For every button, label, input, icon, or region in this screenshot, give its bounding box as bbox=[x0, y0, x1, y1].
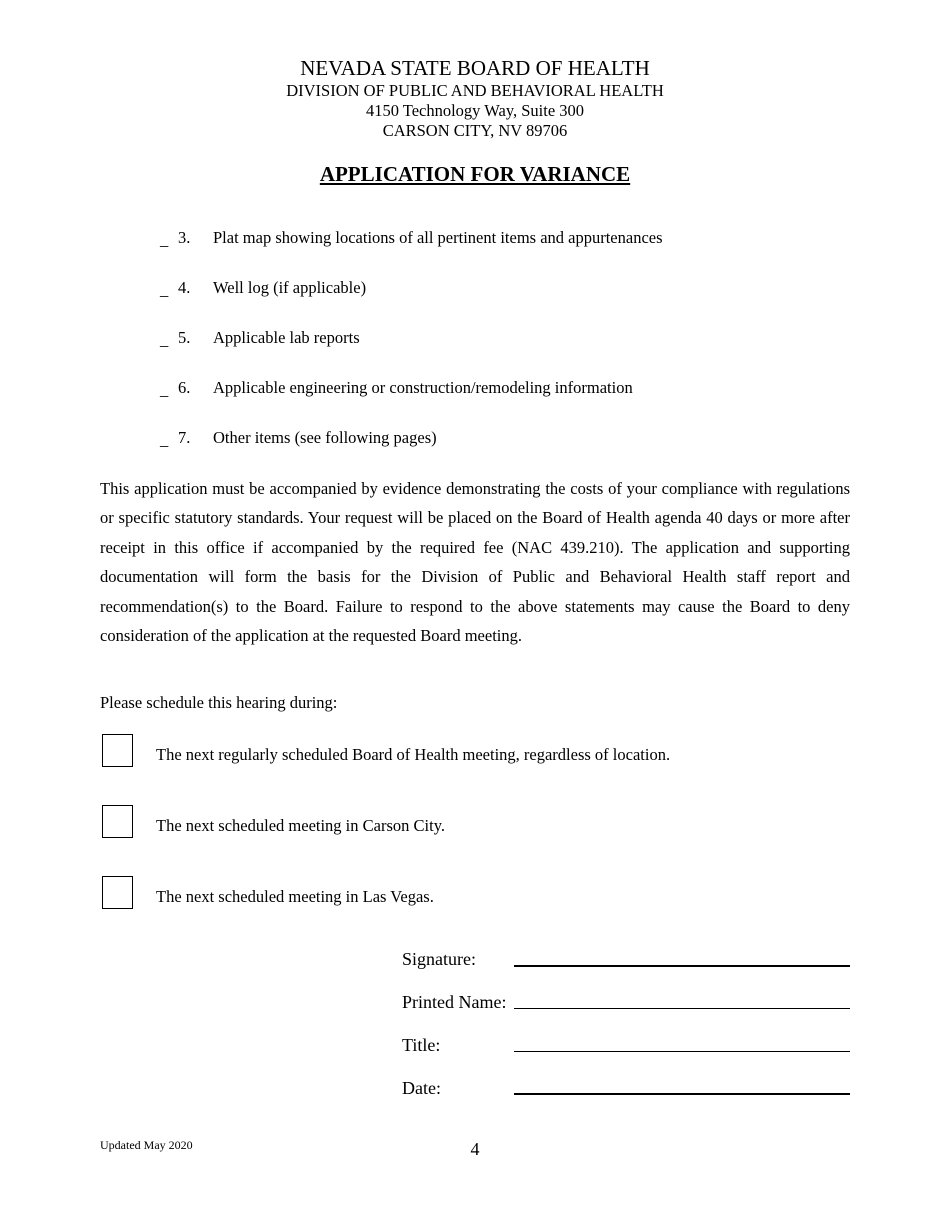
checklist-blank[interactable]: _ bbox=[160, 380, 169, 399]
checklist-text: Applicable lab reports bbox=[213, 328, 360, 347]
date-line[interactable] bbox=[514, 1093, 850, 1095]
checklist-text: Other items (see following pages) bbox=[213, 428, 437, 447]
checklist-number: 5. bbox=[178, 328, 191, 347]
schedule-option-next-regular bbox=[100, 734, 850, 770]
document-title: APPLICATION FOR VARIANCE bbox=[319, 162, 631, 186]
division-name: DIVISION OF PUBLIC AND BEHAVIORAL HEALTH bbox=[286, 81, 664, 100]
date-row bbox=[402, 1074, 850, 1104]
checklist-text: Well log (if applicable) bbox=[213, 278, 367, 297]
signature-label: Signature: bbox=[402, 949, 476, 969]
checklist-blank[interactable]: _ bbox=[160, 280, 169, 299]
instructions-paragraph: This application must be accompanied by evidence demonstrating the costs of your compliance with regulations or specific statutory standards. Your request will be placed on the Board of Health agenda 40 days or more after receipt in this office if accompanied by the required fee (NAC 439.210). The application and supporting documentation will form the basis for the Division of Public and Behavioral Health staff report and recommendation(s) to the Board. Failure to respond to the above statements may cause the Board to deny consideration of the application at the requested Board meeting. bbox=[100, 479, 850, 646]
checklist-blank[interactable]: _ bbox=[160, 230, 169, 249]
schedule-option-carson-city bbox=[100, 805, 850, 841]
schedule-option-las-vegas bbox=[100, 876, 850, 912]
updated-date: Updated May 2020 bbox=[100, 1138, 193, 1152]
printed-name-row bbox=[402, 988, 850, 1018]
checkbox[interactable] bbox=[102, 876, 133, 909]
address-line: 4150 Technology Way, Suite 300 bbox=[365, 101, 585, 120]
checklist-number: 7. bbox=[178, 428, 191, 447]
checkbox[interactable] bbox=[102, 805, 133, 838]
checklist-blank[interactable]: _ bbox=[160, 430, 169, 449]
title-line[interactable] bbox=[514, 1051, 850, 1052]
city-line: CARSON CITY, NV 89706 bbox=[382, 121, 568, 140]
date-label: Date: bbox=[402, 1078, 441, 1098]
signature-row bbox=[402, 945, 850, 975]
checklist-text: Plat map showing locations of all pertinent items and appurtenances bbox=[213, 228, 663, 247]
checklist-number: 4. bbox=[178, 278, 191, 297]
page-number: 4 bbox=[470, 1139, 480, 1159]
printed-name-line[interactable] bbox=[514, 1008, 850, 1009]
schedule-label: Please schedule this hearing during: bbox=[100, 693, 338, 712]
title-label: Title: bbox=[402, 1035, 441, 1055]
checklist-number: 6. bbox=[178, 378, 191, 397]
option-text: The next scheduled meeting in Las Vegas. bbox=[156, 887, 434, 906]
signature-line[interactable] bbox=[514, 965, 850, 967]
checklist-blank[interactable]: _ bbox=[160, 330, 169, 349]
checkbox[interactable] bbox=[102, 734, 133, 767]
checklist-text: Applicable engineering or construction/remodeling information bbox=[213, 378, 633, 397]
title-row bbox=[402, 1031, 850, 1061]
agency-name: NEVADA STATE BOARD OF HEALTH bbox=[300, 56, 650, 80]
printed-name-label: Printed Name: bbox=[402, 992, 507, 1012]
option-text: The next scheduled meeting in Carson City. bbox=[156, 816, 445, 835]
option-text: The next regularly scheduled Board of Health meeting, regardless of location. bbox=[156, 745, 671, 764]
checklist-number: 3. bbox=[178, 228, 191, 247]
